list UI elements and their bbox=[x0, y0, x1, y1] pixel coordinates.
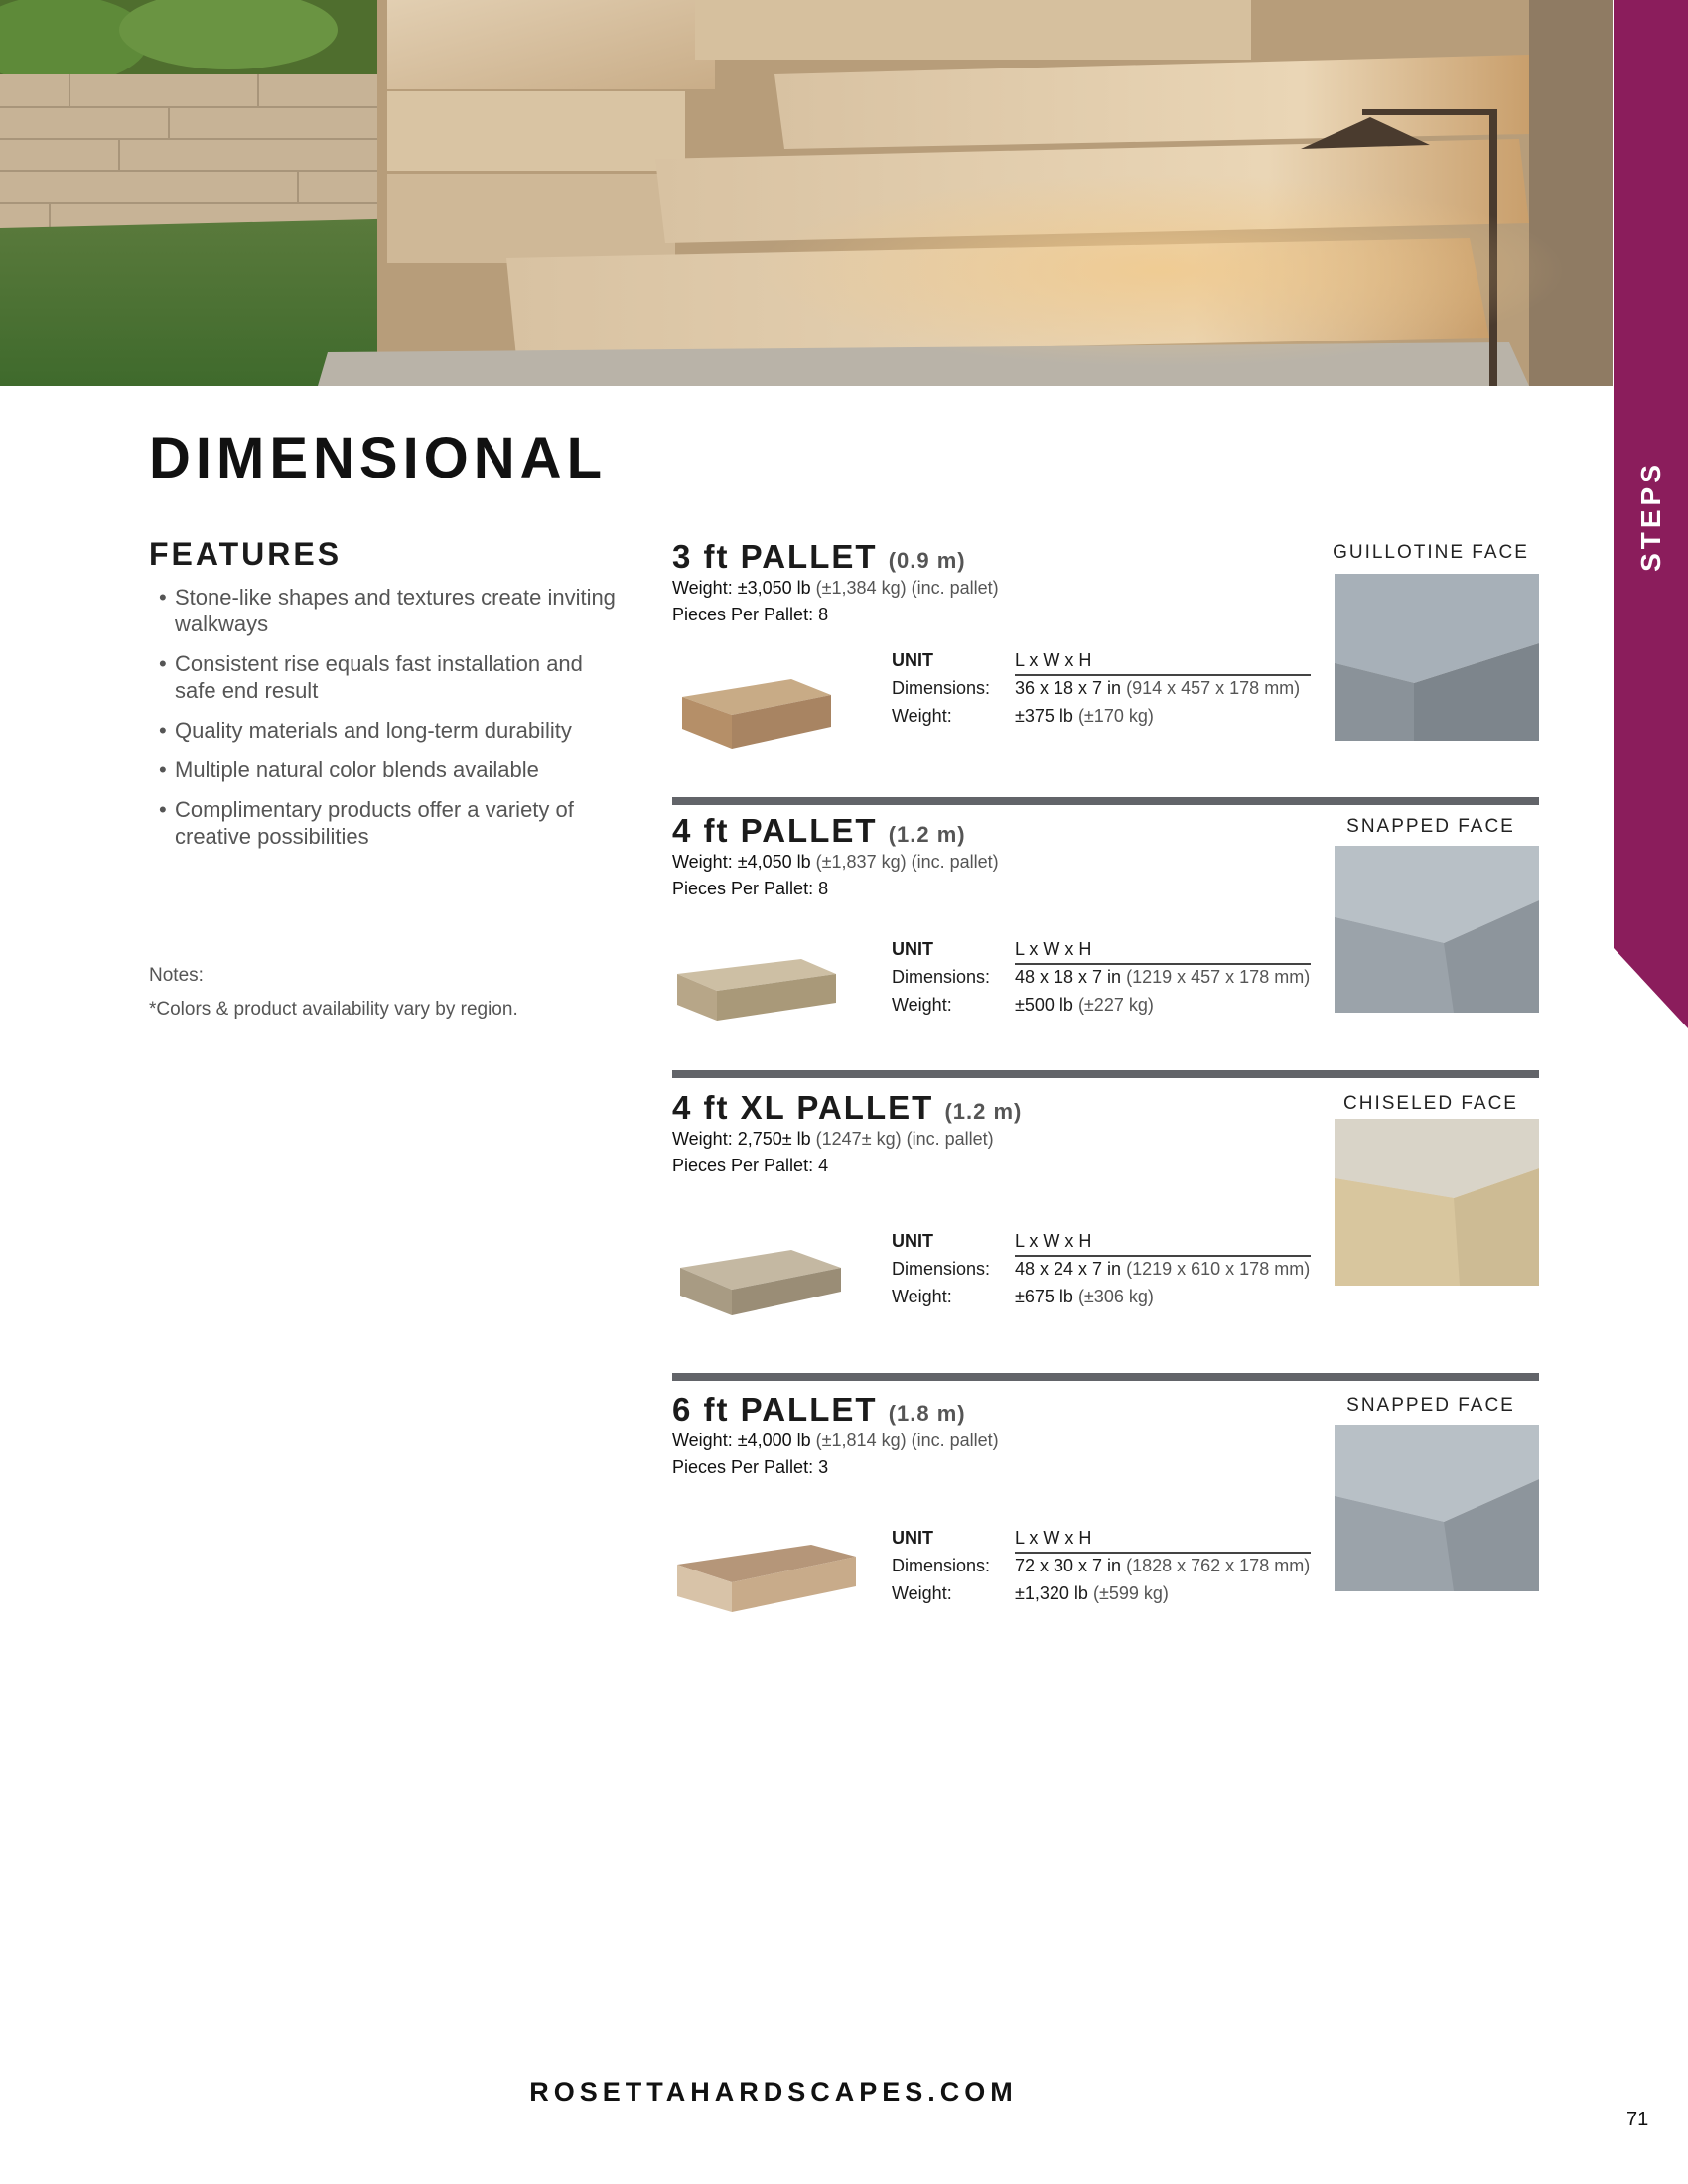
product-title bbox=[672, 1391, 966, 1429]
feature-item: • Stone-like shapes and textures create inviting walkways bbox=[159, 584, 616, 637]
product-name: 3 ft PALLET bbox=[672, 538, 878, 575]
product-name: 4 ft PALLET bbox=[672, 812, 878, 849]
spec-dimensions: Dimensions: 48 x 24 x 7 in (1219 x 610 x 178 mm) bbox=[892, 1259, 1311, 1279]
face-texture-image bbox=[1335, 1425, 1539, 1596]
notes-label: Notes: bbox=[149, 965, 204, 986]
product-4ft-xl-pallet bbox=[672, 1089, 1539, 1327]
pieces-per-pallet: Pieces Per Pallet: 3 bbox=[672, 1457, 829, 1477]
step-stone-image bbox=[672, 1535, 861, 1639]
face-label: SNAPPED FACE bbox=[1346, 1395, 1515, 1416]
pallet-weight: Weight: ±4,050 lb (±1,837 kg) (inc. pallet) bbox=[672, 852, 999, 872]
spec-header: UNIT L x W x H bbox=[892, 939, 1092, 959]
product-3ft-pallet bbox=[672, 538, 1539, 756]
feature-item: • Multiple natural color blends available bbox=[159, 756, 616, 783]
feature-item: • Quality materials and long-term durability bbox=[159, 717, 616, 744]
section-tab-label: STEPS bbox=[1635, 461, 1666, 572]
product-metric: (1.2 m) bbox=[888, 822, 966, 847]
spec-weight: Weight: ±675 lb (±306 kg) bbox=[892, 1287, 1154, 1306]
product-4ft-pallet bbox=[672, 812, 1539, 1030]
product-title bbox=[672, 538, 966, 576]
product-name: 4 ft XL PALLET bbox=[672, 1089, 934, 1126]
product-metric: (0.9 m) bbox=[888, 548, 966, 573]
face-label: SNAPPED FACE bbox=[1346, 816, 1515, 837]
spec-rule bbox=[1015, 963, 1311, 965]
pallet-weight: Weight: ±3,050 lb (±1,384 kg) (inc. pallet) bbox=[672, 578, 999, 598]
product-6ft-pallet bbox=[672, 1391, 1539, 1629]
page-number: 71 bbox=[1626, 2109, 1649, 2130]
face-texture-image bbox=[1335, 1119, 1539, 1291]
product-metric: (1.8 m) bbox=[888, 1401, 966, 1426]
spec-header: UNIT L x W x H bbox=[892, 1528, 1092, 1548]
pieces-per-pallet: Pieces Per Pallet: 4 bbox=[672, 1156, 829, 1175]
spec-weight: Weight: ±375 lb (±170 kg) bbox=[892, 706, 1154, 726]
features-heading: FEATURES bbox=[149, 536, 343, 572]
section-divider bbox=[672, 797, 1539, 805]
step-stone-image bbox=[672, 657, 841, 761]
spec-header: UNIT L x W x H bbox=[892, 1231, 1092, 1251]
section-divider bbox=[672, 1070, 1539, 1078]
spec-rule bbox=[1015, 1255, 1311, 1257]
face-texture-image bbox=[1335, 574, 1539, 746]
step-stone-image bbox=[672, 939, 841, 1043]
product-title bbox=[672, 1089, 1022, 1127]
pieces-per-pallet: Pieces Per Pallet: 8 bbox=[672, 879, 829, 898]
spec-rule bbox=[1015, 1552, 1311, 1554]
notes-text: *Colors & product availability vary by region. bbox=[149, 999, 518, 1020]
spec-dimensions: Dimensions: 48 x 18 x 7 in (1219 x 457 x 178 mm) bbox=[892, 967, 1311, 987]
website-url[interactable]: ROSETTAHARDSCAPES.COM bbox=[529, 2077, 1018, 2107]
pallet-weight: Weight: ±4,000 lb (±1,814 kg) (inc. pallet) bbox=[672, 1431, 999, 1450]
features-list bbox=[159, 584, 616, 863]
spec-dimensions: Dimensions: 72 x 30 x 7 in (1828 x 762 x 178 mm) bbox=[892, 1556, 1311, 1575]
spec-dimensions: Dimensions: 36 x 18 x 7 in (914 x 457 x 178 mm) bbox=[892, 678, 1301, 698]
page-title: DIMENSIONAL bbox=[149, 426, 607, 490]
spec-rule bbox=[1015, 674, 1311, 676]
face-texture-image bbox=[1335, 846, 1539, 1018]
spec-header: UNIT L x W x H bbox=[892, 650, 1092, 670]
pallet-weight: Weight: 2,750± lb (1247± kg) (inc. pallet) bbox=[672, 1129, 994, 1149]
product-metric: (1.2 m) bbox=[944, 1099, 1023, 1124]
step-stone-image bbox=[672, 1228, 851, 1332]
hero-photo bbox=[0, 0, 1613, 386]
spec-weight: Weight: ±1,320 lb (±599 kg) bbox=[892, 1583, 1169, 1603]
feature-item: • Consistent rise equals fast installation and safe end result bbox=[159, 650, 616, 704]
product-title bbox=[672, 812, 966, 850]
feature-item: • Complimentary products offer a variety of creative possibilities bbox=[159, 796, 616, 850]
section-divider bbox=[672, 1373, 1539, 1381]
pieces-per-pallet: Pieces Per Pallet: 8 bbox=[672, 605, 829, 624]
face-label: CHISELED FACE bbox=[1343, 1093, 1518, 1114]
product-name: 6 ft PALLET bbox=[672, 1391, 878, 1428]
face-label: GUILLOTINE FACE bbox=[1333, 542, 1529, 563]
spec-weight: Weight: ±500 lb (±227 kg) bbox=[892, 995, 1154, 1015]
